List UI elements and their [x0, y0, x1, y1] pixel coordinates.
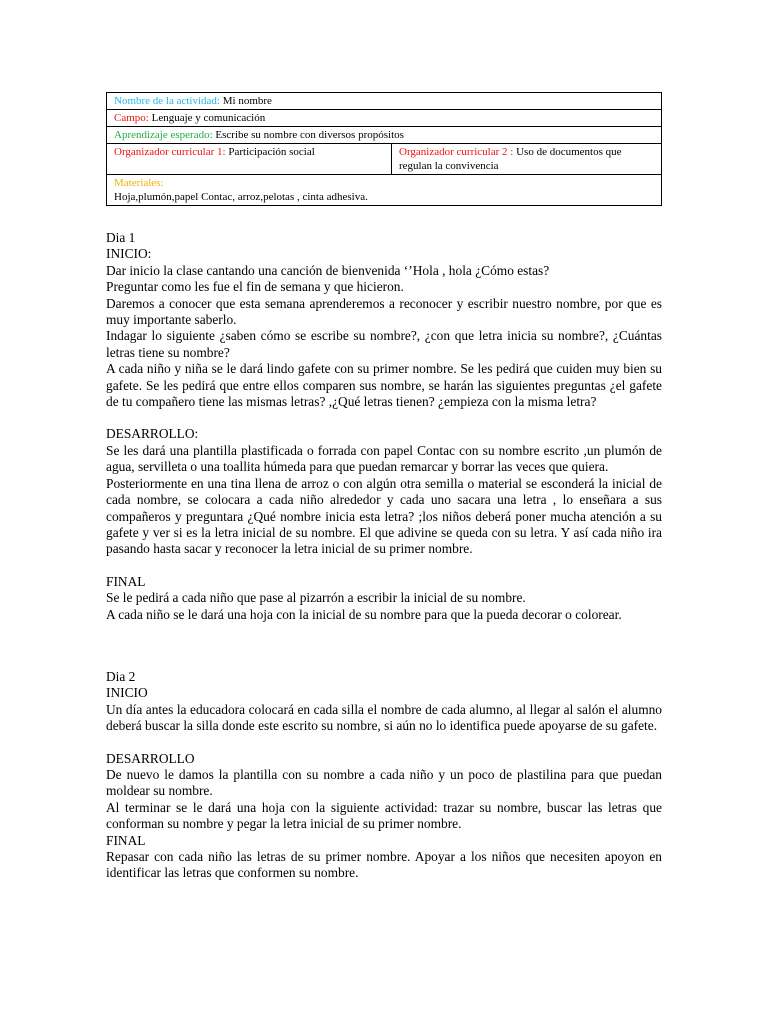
day-2-final-paragraph: Repasar con cada niño las letras de su primer nombre. Apoyar a los niños que necesiten apoyon en identificar las letras que conformen su nombre. [106, 849, 662, 881]
day-2-section [106, 669, 662, 882]
field-value: Lenguaje y comunicación [148, 112, 266, 124]
day-1-final-paragraph: Se le pedirá a cada niño que pase al pizarrón a escribir la inicial de su nombre. [106, 590, 526, 606]
activity-table [106, 92, 662, 206]
learning-row [107, 127, 662, 144]
day-1-inicio-paragraph: Preguntar como les fue el fin de semana y que hicieron. [106, 279, 404, 295]
day-1-inicio-paragraph: Daremos a conocer que esta semana aprenderemos a reconocer y escribir nuestro nombre, por que es muy importante saberlo. [106, 295, 662, 328]
organizer-row [107, 144, 662, 175]
organizer-2-cell [392, 144, 662, 175]
day-2-desarrollo-paragraph: Al terminar se le dará una hoja con la siguiente actividad: trazar su nombre, buscar las letras que conforman su nombre y pegar la letra inicial de su primer nombre. [106, 799, 662, 832]
day-1-final-heading: FINAL [106, 573, 146, 589]
learning-label: Aprendizaje esperado: [114, 129, 213, 141]
day-2-final-heading: FINAL [106, 832, 146, 848]
day-1-inicio-paragraph: Dar inicio la clase cantando una canción de bienvenida ‘’Hola , hola ¿Cómo estas? [106, 262, 550, 278]
materials-cell [107, 175, 662, 206]
day-2-inicio-paragraph: Un día antes la educadora colocará en cada silla el nombre de cada alumno, al llegar al salón el alumno deberá buscar la silla donde este escrito su nombre, si aún no lo identifica puede apoyarse de su gafete. [106, 701, 662, 734]
organizer-1-label: Organizador curricular 1: [114, 146, 226, 158]
organizer-1-cell [107, 144, 392, 175]
spacer [106, 558, 662, 574]
activity-row [107, 93, 662, 110]
materials-value: Hoja,plumón,papel Contac, arroz,pelotas , cinta adhesiva. [114, 191, 368, 203]
day-1-final-paragraph: A cada niño se le dará una hoja con la inicial de su nombre para que la pueda decorar o colorear. [106, 606, 622, 622]
day-2-desarrollo-paragraph: De nuevo le damos la plantilla con su nombre a cada niño y un poco de plastilina para que puedan moldear su nombre. [106, 767, 662, 799]
organizer-1-value: Participación social [225, 146, 315, 158]
day-1-inicio-heading: INICIO: [106, 246, 152, 262]
learning-cell [107, 127, 662, 144]
day-1-inicio-paragraph: A cada niño y niña se le dará lindo gafete con su primer nombre. Se les pedirá que cuiden muy bien su gafete. Se les pedirá que entre ellos comparen sus nombre, se harán las siguientes preguntas ¿el gafete de tu compañero tiene las mismas letras? ,¿Qué letras tienen? ¿empieza con la misma letra? [106, 361, 662, 410]
materials-row [107, 175, 662, 206]
materials-label: Materiales: [114, 177, 164, 189]
day-1-desarrollo-paragraph: Posteriormente en una tina llena de arroz o con algún otra semilla o material se esconderá la inicial de cada nombre, se colocara a cada niño alrededor y cada uno sacara una letra , lo enseñara a sus compañeros y preguntara ¿Qué nombre inicia esta letra? ;los niños deberá poner mucha atención a su gafete y ver si es la letra inicial de su nombre. El que adivine se queda con su letra. Y así cada niño ira pasando hasta sacar y reconocer la letra inicial de su primer nombre. [106, 475, 662, 557]
field-label: Campo: [114, 112, 149, 124]
field-cell [107, 110, 662, 127]
spacer [106, 410, 662, 426]
day-2-heading: Dia 2 [106, 669, 136, 684]
organizer-2-value: Uso de documentos que regulan la convivencia [399, 146, 622, 172]
field-row [107, 110, 662, 127]
day-1-desarrollo-heading: DESARROLLO: [106, 426, 199, 442]
organizer-2-label: Organizador curricular 2 : [399, 146, 514, 158]
day-1-section [106, 230, 662, 623]
day-1-heading: Dia 1 [106, 230, 136, 245]
day-1-desarrollo-paragraph: Se les dará una plantilla plastificada o forrada con papel Contac con su nombre escrito ,un plumón de agua, servilleta o una toallita húmeda para que puedan remarcar y borrar las veces que quiera. [106, 442, 662, 475]
activity-value: Mi nombre [220, 95, 272, 107]
activity-label: Nombre de la actividad: [114, 95, 220, 107]
day-2-inicio-heading: INICIO [106, 685, 148, 701]
day-2-desarrollo-heading: DESARROLLO [106, 750, 195, 766]
spacer [106, 735, 662, 751]
learning-value: Escribe su nombre con diversos propósitos [212, 129, 404, 141]
day-1-inicio-paragraph: Indagar lo siguiente ¿saben cómo se escribe su nombre?, ¿con que letra inicia su nombre?, ¿Cuántas letras tiene su nombre? [106, 328, 662, 360]
activity-cell [107, 93, 662, 110]
